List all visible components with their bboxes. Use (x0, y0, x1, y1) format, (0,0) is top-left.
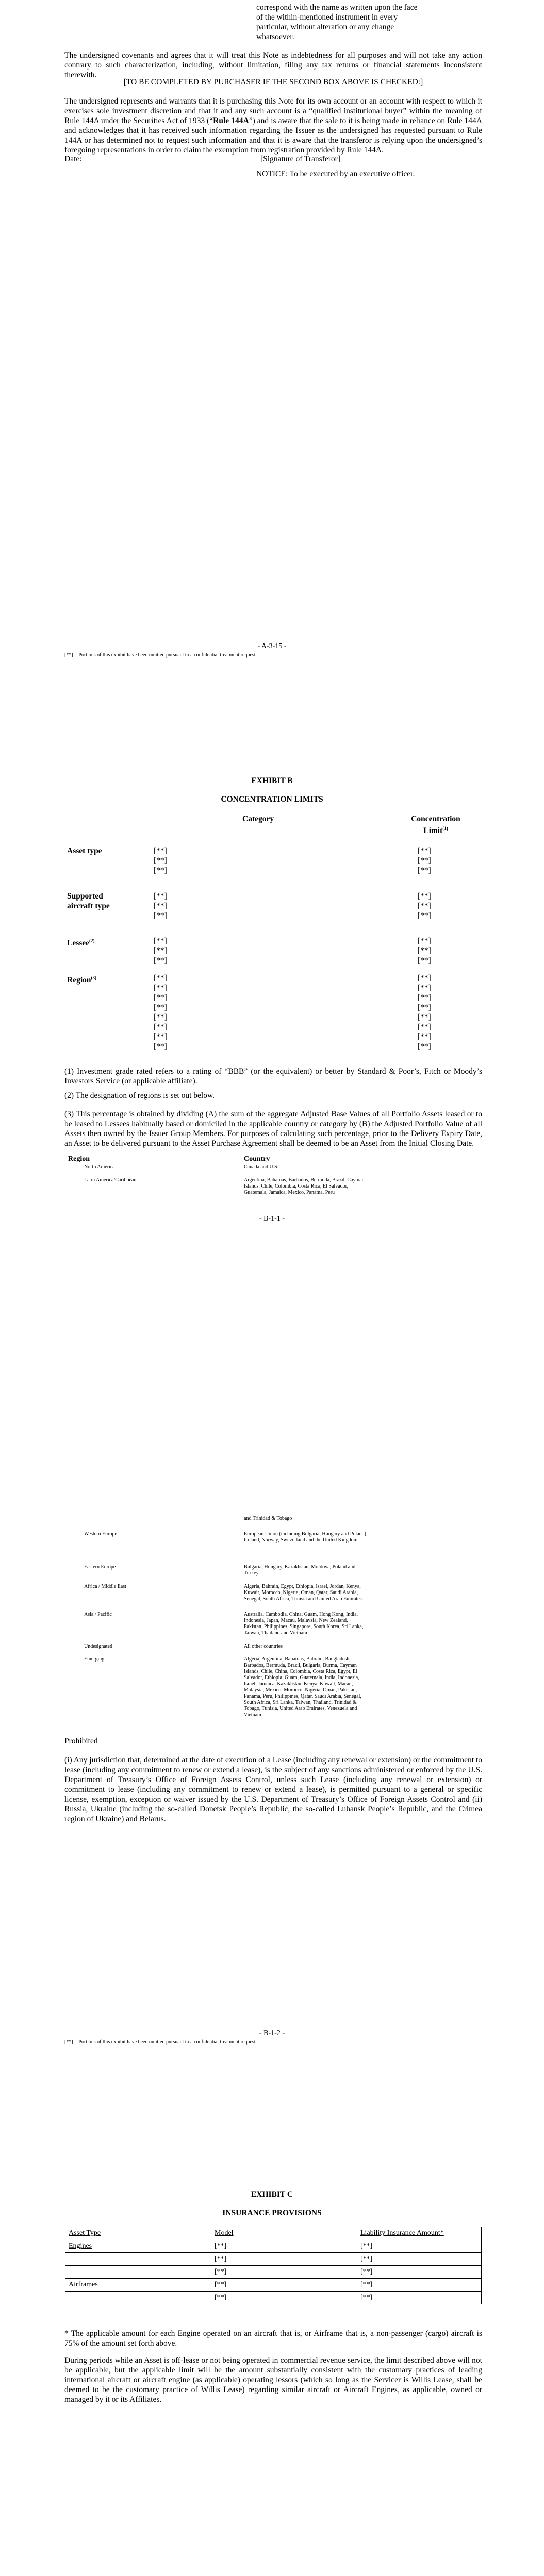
page-b-1-2 (0, 1417, 544, 2092)
cargo-note: * The applicable amount for each Engine operated on an aircraft that is, or Airframe that is, a non-passenger (cargo) aircraft is 75% of the amount set forth above. (64, 2329, 482, 2348)
executive-notice: NOTICE: To be executed by an executive officer. (256, 170, 415, 178)
page-number: - A-3-15 - (257, 642, 287, 650)
region-countries: Algeria, Bahrain, Egypt, Ethiopia, Israel, Jordan, Kenya, Kuwait, Morocco, Nigeria, Oman, Qatar, Saudi Arabia, Senegal, South Africa, Tunisia and United Arab Emirates (244, 1584, 362, 1602)
limit-list: [**] [**] [**] (418, 937, 431, 965)
table-row: [**] [**] (65, 2292, 482, 2304)
qib-representation: The undersigned represents and warrants that it is purchasing this Note for its own account or an account with respect to which it exercises sole investment discretion and that it and any such account is a “qualified institutional buyer” within the meaning of Rule 144A under the Securities Act of 1933 (“Rule 144A”) and is aware that the sale to it is being made in reliance on Rule 144A and acknowledges that it has received such information regarding the Issuer as the undersigned has requested pursuant to Rule 144A or has determined not to request such information and that it is aware that the transferor is relying upon the undersigned’s foregoing representations in order to claim the exemption from registration provided by Rule 144A. (64, 97, 482, 155)
category-list: [**] [**] [**] (154, 937, 167, 965)
off-lease-note: During periods while an Asset is off-lease or not being operated in commercial revenue service, the limit described above will not be applicable, but the applicable limit will be the amount substantially consistent with the customary practices of leading international aircraft or aircraft engine (as applicable) operating lessors (which so long as the Servicer is Willis Lease, shall be deemed to be the customary practice of Willis Lease) regarding similar aircraft or Aircraft Engines, as applicable, owned or managed by it or its Affiliates. (64, 2356, 482, 2404)
prohibited-text: (i) Any jurisdiction that, determined at the date of execution of a Lease (including any renewal or extension) or the commitment to lease (including any commitment to renew or extend a lease), is the subject of any sanctions administered or enforced by the U.S. Department of Treasury’s Office of Foreign Assets Control, unless such Lease (including any renewal or extension) or commitment to lease (including any commitment to renew or extend a lease), is permitted pursuant to a general or specific license, exemption, exception or waiver issued by the U.S. Department of Treasury’s Office of Foreign Assets Control and (ii) Russia, Ukraine (including the so-called Donetsk People’s Republic, the so-called Luhansk People’s Republic, and the Crimea region of Ukraine) and Belarus. (64, 1756, 482, 1823)
category-list: [**] [**] [**] (154, 892, 167, 920)
region-countries: European Union (including Bulgaria, Hungary and Poland), Iceland, Norway, Switzerland and the United Kingdom (244, 1531, 368, 1543)
note-1: (1) Investment grade rated refers to a rating of “BBB” (or the equivalent) or better by Standard & Poor’s, Fitch or Moody’s Investors Service (or applicable affiliate). (64, 1067, 482, 1086)
category-list: [**] [**] [**] (154, 846, 167, 875)
insurance-table (65, 2227, 482, 2304)
region-countries: Argentina, Bahamas, Barbados, Bermuda, Brazil, Cayman Islands, Chile, Colombia, Costa Rica, El Salvador, Guatemala, Jamaica, Mexico, Panama, Peru (244, 1177, 365, 1195)
category-header: Category (242, 815, 274, 823)
confidential-footnote: [**] = Portions of this exhibit have been omitted pursuant to a confidential treatment request. (64, 652, 257, 658)
insurance-provisions-title: INSURANCE PROVISIONS (222, 2209, 322, 2217)
region-name: Undesignated (84, 1643, 112, 1649)
table-row: Engines [**] [**] (65, 2240, 482, 2253)
page-number: - B-1-2 - (259, 2029, 285, 2037)
country-header: Country (244, 1155, 270, 1163)
limit-header: Concentration Limit$^{(1)}$ (411, 815, 460, 836)
date-field: Date: (64, 154, 145, 164)
exhibit-b-label: EXHIBIT B (251, 776, 293, 785)
region-countries: Australia, Cambodia, China, Guam, Hong Kong, India, Indonesia, Japan, Macau, Malaysia, New Zealand, Pakistan, Philippines, Singapore, South Korea, Sri Lanka, Taiwan, Thailand and Vietnam (244, 1612, 364, 1636)
region-name: Emerging (84, 1656, 105, 1662)
region-name: Eastern Europe (84, 1564, 116, 1570)
region-name: Asia / Pacific (84, 1612, 112, 1617)
region-countries: All other countries (244, 1643, 283, 1649)
region-countries: Canada and U.S. (244, 1164, 279, 1170)
confidential-footnote: [**] = Portions of this exhibit have been omitted pursuant to a confidential treatment request. (64, 2039, 257, 2045)
table-header-row: Asset Type Model Liability Insurance Amount* (65, 2227, 482, 2240)
region-countries: Algeria, Argentina, Bahamas, Bahrain, Bangladesh, Barbados, Bermuda, Brazil, Bulgaria, Burma, Cayman Islands, Chile, China, Colombia, Costa Rica, Egypt, El Salvador, Ethiopia, Guam, Guatemala, India, Indonesia, Israel, Jamaica, Kazakhstan, Kenya, Kuwait, Macau, Malaysia, Mexico, Morocco, Nigeria, Oman, Pakistan, Panama, Peru, Philippines, Qatar, Saudi Arabia, Senegal, South Africa, Sri Lanka, Taiwan, Thailand, Trinidad & Tobago, Tunisia, United Arab Emirates, Venezuela and Vietnam (244, 1656, 361, 1718)
note-2: (2) The designation of regions is set out below. (64, 1091, 215, 1100)
region-name: North America (84, 1164, 115, 1170)
region-countries-continued: and Trinidad & Tobago (244, 1516, 292, 1521)
region-name: Western Europe (84, 1531, 117, 1537)
concentration-limits-title: CONCENTRATION LIMITS (221, 795, 323, 804)
note-3: (3) This percentage is obtained by dividing (A) the sum of the aggregate Adjusted Base Values of all Portfolio Assets leased or to be leased to Lessees habitually based or domiciled in the applicable country or category by (B) the Adjusted Portfolio Value of all Assets then owned by the Issuer Group Members. For purposes of calculating such percentage, prior to the Delivery Expiry Date, an Asset to be delivered pursuant to the Asset Purchase Agreement shall be deemed to be an Asset from the Initial Closing Date. (64, 1110, 482, 1148)
region-countries: Bulgaria, Hungary, Kazakhstan, Moldova, Poland and Turkey (244, 1564, 356, 1576)
category-list: [**] [**] [**] [**] [**] [**] [**] [**] (154, 974, 167, 1051)
covenant-paragraph: The undersigned covenants and agrees that it will treat this Note as indebtedness for all purposes and will not take any action contrary to such characterization, including, without limitation, filing any tax returns or financial statements inconsistent therewith. (64, 51, 482, 79)
page-c-1-1 (0, 2092, 544, 2576)
limit-list: [**] [**] [**] (418, 846, 431, 875)
limit-list: [**] [**] [**] [**] [**] [**] [**] [**] (418, 974, 431, 1051)
limit-list: [**] [**] [**] (418, 892, 431, 920)
region-name: Africa / Middle East (84, 1584, 126, 1589)
prohibited-heading: Prohibited (64, 1737, 98, 1745)
table-row: [**] [**] (65, 2266, 482, 2279)
table-row: Airframes [**] [**] (65, 2279, 482, 2292)
table-row: [**] [**] (65, 2253, 482, 2266)
signature-line (256, 154, 260, 161)
page-number: - B-1-1 - (259, 1215, 285, 1223)
region-header: Region (68, 1155, 90, 1163)
bracket-heading: [TO BE COMPLETED BY PURCHASER IF THE SECOND BOX ABOVE IS CHECKED:] (123, 78, 423, 87)
page-a-3-15 (0, 0, 544, 670)
exhibit-c-label: EXHIBIT C (251, 2190, 293, 2199)
region-name: Latin America/Caribbean (84, 1177, 137, 1183)
date-line (84, 154, 145, 161)
signature-field: [Signature of Transferor] (256, 154, 340, 164)
page-b-1-1: EXHIBIT B CONCENTRATION LIMITS Category Concentration Limit$^{(1)}$ Asset type [**] [**] [**] [**] [**] [**] Supported aircraft type [**] [**] [**] [**] [**] [**] Lessee$^{(2)}$ [**] [**] [**] [**] [**] [**] Region$^{(3)}$ [**] [**] [**] [**] [**] [**] [**] [**] [**] [**] [**] [**] [**] [**] [**] [**] (1) Investment grade rated refers to a rating of “BBB” (or the equivalent) or better by Standard & Poor’s, Fitch or Moody’s Investors Service (or applicable affiliate). (2) The designation of regions is set out below. (3) This percentage is obtained by dividing (A) the sum of the aggregate Adjusted Base Values of all Portfolio Assets leased or to be leased to Lessees habitually based or domiciled in the applicable country or category by (B) the Adjusted Portfolio Value of all Assets then owned by the Issuer Group Members. For purposes of calculating such percentage, prior to the Delivery Expiry Date, an Asset to be delivered pursuant to the Asset Purchase Agreement shall be deemed to be an Asset from the Initial Closing Date. Region Country North America Canada and U.S. Latin America/Caribbean Argentina, Bahamas, Barbados, Bermuda, Brazil, Cayman Islands, Chile, Colombia, Costa Rica, El Salvador, Guatemala, Jamaica, Mexico, Panama, Peru - B-1-1 - (0, 706, 544, 1417)
assignment-wrap-text: correspond with the name as written upon the face of the within-mentioned instrument in every particular, without alteration or any change whatsoever. (256, 3, 418, 41)
